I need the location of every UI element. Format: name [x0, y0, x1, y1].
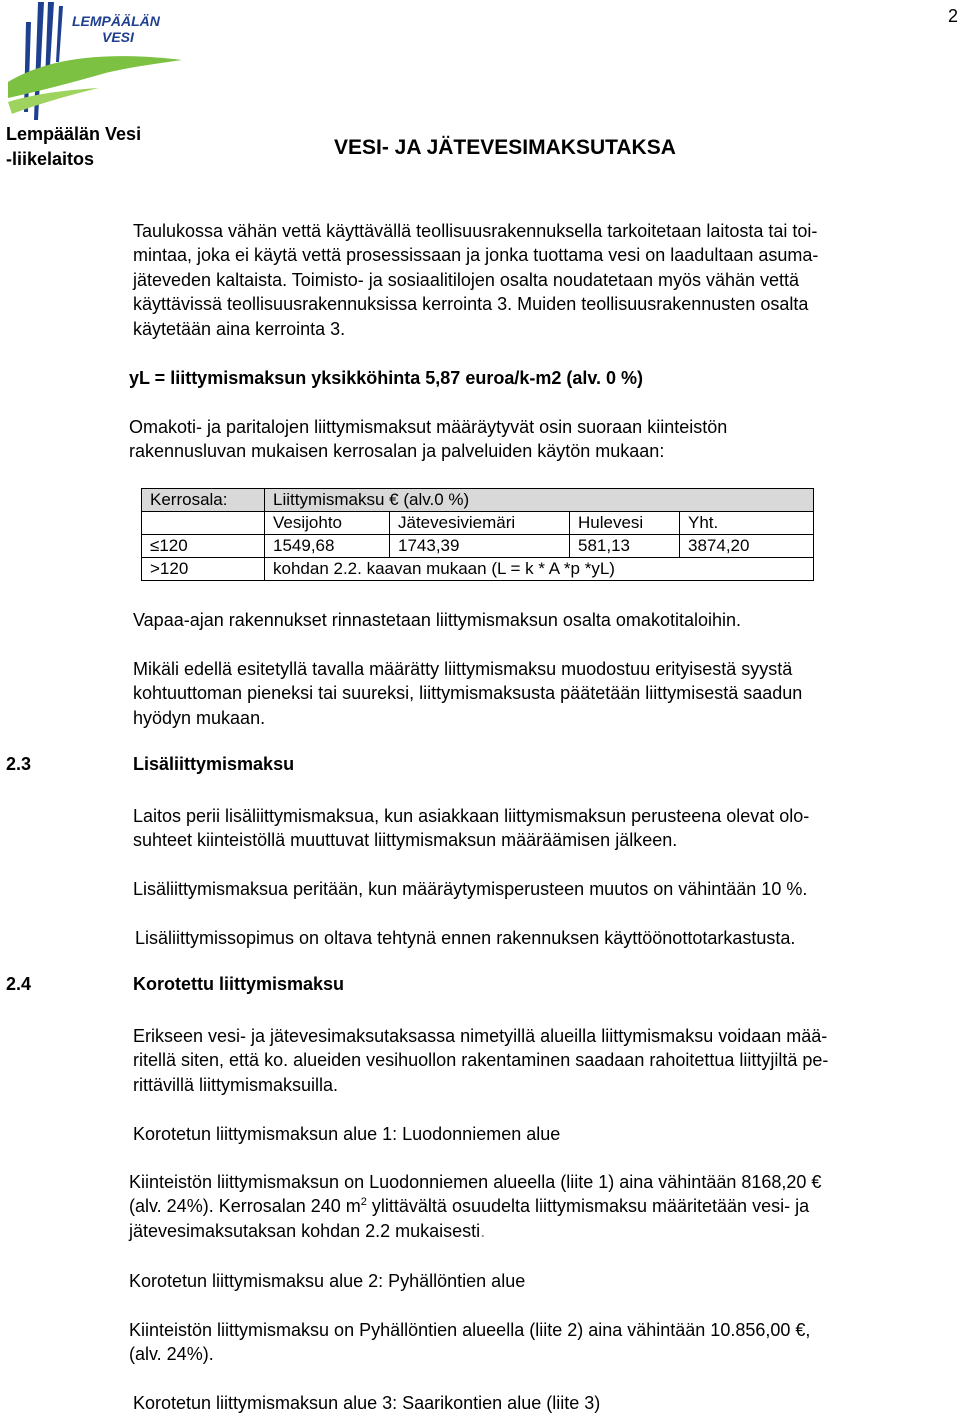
area-1-title: Korotetun liittymismaksun alue 1: Luodonniemen alue	[133, 1124, 561, 1144]
text-span: jätevesimaksutaksan kohdan 2.2 mukaisesti	[129, 1220, 481, 1241]
text-line	[129, 1194, 821, 1218]
leisure-paragraph: Vapaa-ajan rakennukset rinnastetaan liittymismaksun osalta omakotitaloihin.	[133, 610, 741, 630]
fee-table	[141, 488, 814, 581]
disproportion-paragraph	[133, 657, 802, 730]
lempaala-vesi-logo	[4, 2, 184, 120]
intro-paragraph	[133, 219, 818, 341]
text-line: Omakoti- ja paritalojen liittymismaksut määräytyvät osin suoraan kiinteistön	[129, 417, 728, 437]
table-row	[142, 558, 814, 581]
section-title: Lisäliittymismaksu	[133, 754, 295, 774]
table-cell: ≤120	[142, 535, 265, 558]
table-header-cell: Kerrosala:	[142, 489, 265, 512]
section-number: 2.4	[6, 974, 32, 994]
section-title: Korotettu liittymismaksu	[133, 974, 345, 994]
table-cell: kohdan 2.2. kaavan mukaan (L = k * A *p *yL)	[265, 558, 814, 581]
text-line	[129, 1219, 821, 1243]
houses-paragraph	[129, 415, 727, 464]
table-cell: 1743,39	[390, 535, 570, 558]
text-line: Mikäli edellä esitetyllä tavalla määrätty liittymismaksu muodostuu erityisestä syystä	[133, 659, 793, 679]
table-cell: >120	[142, 558, 265, 581]
text-line: mintaa, joka ei käytä vettä prosessissaan ja jonka tuottama vesi on laadultaan asuma-	[133, 245, 819, 266]
text-line: (alv. 24%).	[129, 1344, 214, 1365]
text-line: Taulukossa vähän vettä käyttävällä teollisuusrakennuksella tarkoitetaan laitosta tai toi-	[133, 221, 818, 241]
area-2-paragraph	[129, 1318, 810, 1367]
table-cell	[142, 512, 265, 535]
superscript: 2	[360, 1196, 367, 1209]
text-line: Erikseen vesi- ja jätevesimaksutaksassa nimetyillä alueilla liittymismaksu voidaan mää-	[133, 1026, 828, 1046]
table-subheader-row	[142, 512, 814, 535]
text-line: ritellä siten, että ko. alueiden vesihuollon rakentaminen saadaan rahoitettua liittyjiltä pe-	[133, 1050, 829, 1071]
table-subheader-cell: Yht.	[680, 512, 814, 535]
organization-line-2: -liikelaitos	[6, 149, 95, 169]
area-2-title: Korotetun liittymismaksu alue 2: Pyhällöntien alue	[129, 1271, 526, 1291]
text-line: kohtuuttoman pieneksi tai suureksi, liittymismaksusta päätetään liittymisestä saadun	[133, 683, 803, 704]
text-line: rakennusluvan mukaisen kerrosalan ja palveluiden käytön mukaan:	[129, 441, 665, 462]
text-line: suhteet kiinteistöllä muuttuvat liittymismaksun määräämisen jälkeen.	[133, 830, 678, 851]
text-line: Kiinteistön liittymismaksu on Pyhällöntien alueella (liite 2) aina vähintään 10.856,00 €,	[129, 1320, 811, 1340]
area-1-paragraph	[129, 1170, 821, 1243]
svg-text:LEMPÄÄLÄN: LEMPÄÄLÄN	[72, 13, 160, 29]
organization-line-1: Lempäälän Vesi	[6, 124, 142, 144]
text-line: Laitos perii lisäliittymismaksua, kun asiakkaan liittymismaksun perusteena olevat olo-	[133, 806, 810, 826]
increased-fee-paragraph	[133, 1024, 828, 1097]
table-cell: 3874,20	[680, 535, 814, 558]
text-line: käytetään aina kerrointa 3.	[133, 318, 346, 339]
organization-name	[6, 122, 141, 172]
additional-fee-paragraph-3: Lisäliittymissopimus on oltava tehtynä ennen rakennuksen käyttöönottotarkastusta.	[135, 928, 796, 948]
additional-fee-paragraph-2: Lisäliittymismaksua peritään, kun määräytymisperusteen muutos on vähintään 10 %.	[133, 879, 808, 899]
table-subheader-cell: Hulevesi	[570, 512, 680, 535]
text-line: jäteveden kaltaista. Toimisto- ja sosiaalitilojen osalta noudatetaan myös vähän vettä	[133, 269, 800, 290]
table-cell: 1549,68	[265, 535, 390, 558]
table-cell: 581,13	[570, 535, 680, 558]
svg-text:VESI: VESI	[102, 29, 134, 45]
page-number: 2	[947, 6, 958, 26]
text-line: hyödyn mukaan.	[133, 707, 266, 728]
text-line: käyttävissä teollisuusrakennuksissa kerrointa 3. Muiden teollisuusrakennusten osalta	[133, 294, 809, 315]
unit-price-line: yL = liittymismaksun yksikköhinta 5,87 euroa/k-m2 (alv. 0 %)	[129, 368, 644, 388]
document-title: VESI- JA JÄTEVESIMAKSUTAKSA	[334, 136, 676, 159]
section-number: 2.3	[6, 754, 32, 774]
area-3-title: Korotetun liittymismaksun alue 3: Saarikontien alue (liite 3)	[133, 1393, 601, 1413]
table-row	[142, 535, 814, 558]
text-span: .	[480, 1220, 486, 1241]
text-span: (alv. 24%). Kerrosalan 240 m	[129, 1196, 361, 1217]
table-header-cell: Liittymismaksu € (alv.0 %)	[265, 489, 814, 512]
table-header-row	[142, 489, 814, 512]
text-line: Kiinteistön liittymismaksun on Luodonniemen alueella (liite 1) aina vähintään 8168,20 €	[129, 1172, 822, 1192]
table-subheader-cell: Jätevesiviemäri	[390, 512, 570, 535]
text-span: ylittävältä osuudelta liittymismaksu määritetään vesi- ja	[366, 1196, 810, 1217]
additional-fee-paragraph-1	[133, 804, 809, 853]
text-line: rittävillä liittymismaksuilla.	[133, 1074, 339, 1095]
table-subheader-cell: Vesijohto	[265, 512, 390, 535]
